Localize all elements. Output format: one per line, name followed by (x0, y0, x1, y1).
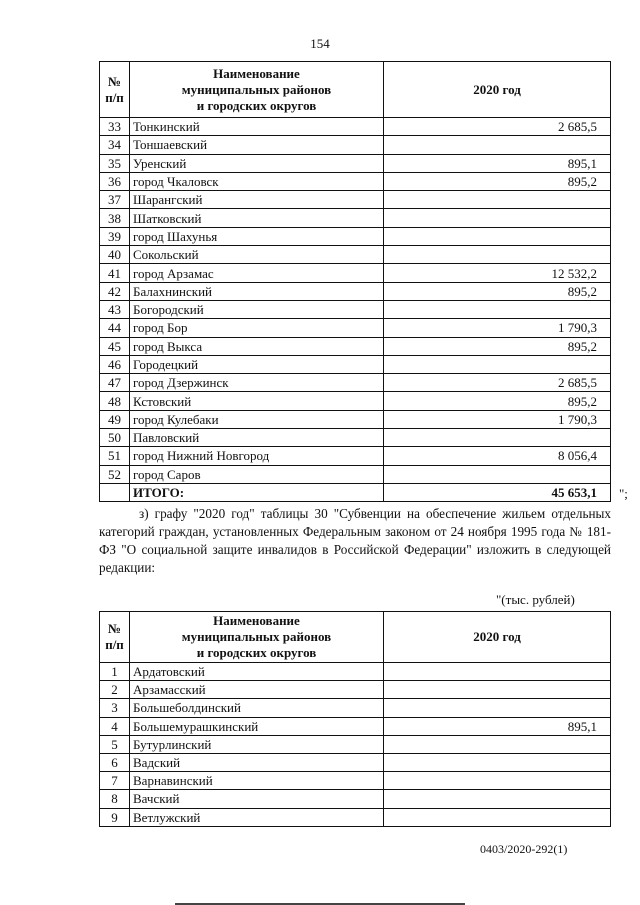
table-header-row (100, 62, 611, 118)
subsidy-table-continued (99, 61, 611, 502)
municipality-name: Уренский (130, 154, 384, 172)
municipality-name: город Саров (130, 465, 384, 483)
table-row (100, 337, 611, 355)
value-2020 (384, 429, 611, 447)
value-2020 (384, 465, 611, 483)
row-number: 2 (100, 681, 130, 699)
total-row (100, 483, 611, 501)
row-number: 36 (100, 172, 130, 190)
municipality-name: Варнавинский (130, 772, 384, 790)
units-label: "(тыс. рублей) (496, 592, 575, 607)
subsidy-table-30 (99, 611, 611, 827)
row-number: 47 (100, 374, 130, 392)
table-body (100, 663, 611, 827)
table-row (100, 410, 611, 428)
value-2020 (384, 699, 611, 717)
table-row (100, 465, 611, 483)
row-number: 8 (100, 790, 130, 808)
header-num: № п/п (100, 62, 130, 118)
row-number: 33 (100, 118, 130, 136)
row-number: 41 (100, 264, 130, 282)
row-number: 5 (100, 735, 130, 753)
row-number: 7 (100, 772, 130, 790)
municipality-name: Сокольский (130, 246, 384, 264)
row-number: 51 (100, 447, 130, 465)
value-2020: 895,1 (384, 717, 611, 735)
table-row (100, 264, 611, 282)
municipality-name: Ардатовский (130, 663, 384, 681)
municipality-name: Бутурлинский (130, 735, 384, 753)
table-row (100, 808, 611, 826)
row-number: 4 (100, 717, 130, 735)
municipality-name: Вадский (130, 753, 384, 771)
value-2020 (384, 136, 611, 154)
row-number: 43 (100, 300, 130, 318)
municipality-name: город Бор (130, 319, 384, 337)
total-value: 45 653,1 (384, 483, 611, 501)
row-number: 50 (100, 429, 130, 447)
table-row (100, 699, 611, 717)
value-2020 (384, 355, 611, 373)
value-2020: 895,1 (384, 154, 611, 172)
row-number: 9 (100, 808, 130, 826)
table-header-row (100, 612, 611, 663)
value-2020 (384, 681, 611, 699)
row-number: 49 (100, 410, 130, 428)
row-number: 1 (100, 663, 130, 681)
table-row (100, 663, 611, 681)
municipality-name: Балахнинский (130, 282, 384, 300)
header-year: 2020 год (384, 62, 611, 118)
value-2020 (384, 246, 611, 264)
table-row (100, 246, 611, 264)
value-2020 (384, 753, 611, 771)
value-2020: 1 790,3 (384, 410, 611, 428)
table-row (100, 355, 611, 373)
amendment-text: з) графу "2020 год" таблицы 30 "Субвенции на обеспечение жильем отдельных категорий граждан, установленных Федеральным законом от 24 ноября 1995 года № 181-ФЗ "О социальной защите инвалидов в Российской Федерации" изложить в следующей редакции: (99, 506, 611, 575)
municipality-name: Шарангский (130, 191, 384, 209)
municipality-name: Большеболдинский (130, 699, 384, 717)
table-row (100, 772, 611, 790)
value-2020 (384, 735, 611, 753)
table-row (100, 209, 611, 227)
table-row (100, 227, 611, 245)
value-2020 (384, 209, 611, 227)
value-2020: 8 056,4 (384, 447, 611, 465)
table-row (100, 681, 611, 699)
row-number: 46 (100, 355, 130, 373)
municipality-name: Тоншаевский (130, 136, 384, 154)
value-2020 (384, 790, 611, 808)
header-name: Наименование муниципальных районов и городских округов (130, 612, 384, 663)
document-code: 0403/2020-292(1) (480, 842, 568, 856)
table-row (100, 319, 611, 337)
value-2020 (384, 772, 611, 790)
value-2020: 2 685,5 (384, 118, 611, 136)
municipality-name: город Шахунья (130, 227, 384, 245)
table-row (100, 790, 611, 808)
row-number: 45 (100, 337, 130, 355)
total-label: ИТОГО: (130, 483, 384, 501)
table-row (100, 136, 611, 154)
row-number: 3 (100, 699, 130, 717)
row-number: 34 (100, 136, 130, 154)
value-2020: 1 790,3 (384, 319, 611, 337)
header-num: № п/п (100, 612, 130, 663)
municipality-name: Павловский (130, 429, 384, 447)
value-2020 (384, 227, 611, 245)
table-row (100, 172, 611, 190)
row-number: 38 (100, 209, 130, 227)
table-row (100, 429, 611, 447)
municipality-name: Кстовский (130, 392, 384, 410)
table-row (100, 717, 611, 735)
table-row (100, 735, 611, 753)
municipality-name: Большемурашкинский (130, 717, 384, 735)
page-number: 154 (310, 36, 330, 51)
table-row (100, 447, 611, 465)
value-2020: 895,2 (384, 392, 611, 410)
municipality-name: Вачский (130, 790, 384, 808)
municipality-name: Арзамасский (130, 681, 384, 699)
row-number: 42 (100, 282, 130, 300)
closing-quote: "; (619, 486, 628, 501)
row-number: 37 (100, 191, 130, 209)
row-number: 40 (100, 246, 130, 264)
total-num-cell (100, 483, 130, 501)
row-number: 35 (100, 154, 130, 172)
row-number: 44 (100, 319, 130, 337)
row-number: 52 (100, 465, 130, 483)
municipality-name: город Арзамас (130, 264, 384, 282)
table-row (100, 374, 611, 392)
table-row (100, 753, 611, 771)
municipality-name: Ветлужский (130, 808, 384, 826)
table-row (100, 282, 611, 300)
table-body (100, 118, 611, 502)
value-2020 (384, 808, 611, 826)
amendment-paragraph (99, 505, 611, 577)
table-row (100, 118, 611, 136)
value-2020: 895,2 (384, 172, 611, 190)
municipality-name: Тонкинский (130, 118, 384, 136)
table-row (100, 392, 611, 410)
value-2020: 12 532,2 (384, 264, 611, 282)
table-row (100, 191, 611, 209)
table-row (100, 154, 611, 172)
value-2020: 2 685,5 (384, 374, 611, 392)
value-2020: 895,2 (384, 282, 611, 300)
row-number: 48 (100, 392, 130, 410)
municipality-name: город Кулебаки (130, 410, 384, 428)
table-row (100, 300, 611, 318)
municipality-name: Шатковский (130, 209, 384, 227)
row-number: 6 (100, 753, 130, 771)
municipality-name: Богородский (130, 300, 384, 318)
municipality-name: город Нижний Новгород (130, 447, 384, 465)
municipality-name: город Чкаловск (130, 172, 384, 190)
header-year: 2020 год (384, 612, 611, 663)
value-2020: 895,2 (384, 337, 611, 355)
value-2020 (384, 300, 611, 318)
municipality-name: город Выкса (130, 337, 384, 355)
value-2020 (384, 191, 611, 209)
municipality-name: Городецкий (130, 355, 384, 373)
municipality-name: город Дзержинск (130, 374, 384, 392)
row-number: 39 (100, 227, 130, 245)
value-2020 (384, 663, 611, 681)
header-name: Наименование муниципальных районов и городских округов (130, 62, 384, 118)
